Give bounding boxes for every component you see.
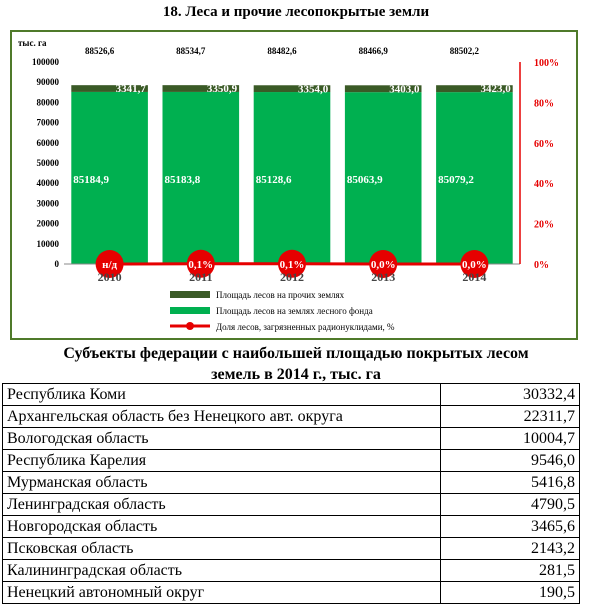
data-label-radionuclide-share: н/д — [102, 259, 118, 271]
legend-label-radionuclide: Доля лесов, загрязненных радионуклидами, % — [216, 322, 395, 332]
data-label-radionuclide-share: 0,0% — [462, 259, 487, 271]
table-subtitle-line2: земель в 2014 г., тыс. га — [211, 366, 381, 383]
region-value: 9546,0 — [441, 450, 580, 472]
data-label-forest-fund: 85079,2 — [438, 174, 474, 187]
table-row — [3, 516, 580, 538]
y-tick-label: 30000 — [36, 198, 59, 209]
y2-tick-label: 60% — [534, 138, 554, 150]
region-name: Псковская область — [3, 538, 441, 560]
legend-label-forest-fund: Площадь лесов на землях лесного фонда — [216, 306, 373, 316]
region-name: Республика Коми — [3, 384, 441, 406]
table-row — [3, 538, 580, 560]
legend-swatch-radionuclide-marker — [186, 322, 194, 330]
legend-swatch-other-lands — [170, 291, 210, 298]
x-tick-label: 2013 — [371, 270, 396, 284]
y-tick-label: 40000 — [36, 178, 59, 189]
region-value: 3465,6 — [441, 516, 580, 538]
region-value: 190,5 — [441, 582, 580, 604]
y2-tick-label: 0% — [534, 260, 549, 271]
region-value: 22311,7 — [441, 406, 580, 428]
total-label: 88534,7 — [176, 46, 206, 56]
region-name: Новгородская область — [3, 516, 441, 538]
table-subtitle-line1: Субъекты федерации с наибольшей площадью покрытых лесом — [63, 345, 529, 362]
data-label-forest-fund: 85183,8 — [164, 173, 201, 186]
y-tick-label: 50000 — [36, 158, 59, 168]
data-label-radionuclide-share: 0,0% — [370, 259, 396, 271]
y-tick-label: 0 — [54, 259, 59, 269]
region-value: 5416,8 — [441, 472, 580, 494]
legend-swatch-forest-fund — [170, 307, 210, 314]
total-label: 88502,2 — [449, 46, 480, 56]
data-label-other-lands: 3423,0 — [480, 83, 511, 96]
y-axis-unit-label: тыс. га — [18, 38, 47, 48]
region-value: 281,5 — [441, 560, 580, 582]
data-label-forest-fund: 85128,6 — [255, 174, 292, 187]
table-row — [3, 428, 580, 450]
x-tick-label: 2010 — [97, 270, 122, 284]
chart-svg — [12, 32, 576, 338]
table-row — [3, 472, 580, 494]
y-tick-label: 100000 — [32, 57, 59, 67]
y2-tick-label: 20% — [534, 219, 554, 231]
y-tick-label: 70000 — [36, 117, 59, 128]
page-title: 18. Леса и прочие лесопокрытые земли — [162, 4, 430, 20]
region-value: 4790,5 — [441, 494, 580, 516]
chart-area — [10, 30, 578, 340]
region-name: Вологодская область — [3, 428, 441, 450]
table-row — [3, 494, 580, 516]
table-row — [3, 406, 580, 428]
data-label-other-lands: 3341,7 — [115, 83, 146, 96]
region-name: Мурманская область — [3, 472, 441, 494]
data-label-radionuclide-share: 0,1% — [188, 258, 214, 271]
y-tick-label: 80000 — [36, 97, 59, 108]
total-label: 88526,6 — [84, 46, 115, 56]
y-tick-label: 90000 — [36, 77, 59, 88]
table-row — [3, 582, 580, 604]
regions-table — [2, 383, 580, 604]
y-tick-label: 20000 — [36, 218, 59, 229]
data-label-forest-fund: 85063,9 — [346, 174, 383, 187]
region-value: 30332,4 — [441, 384, 580, 406]
region-name: Ненецкий автономный округ — [3, 582, 441, 604]
region-name: Республика Карелия — [3, 450, 441, 472]
total-label: 88466,9 — [358, 46, 388, 56]
total-label: 88482,6 — [267, 46, 297, 56]
table-subtitle — [0, 343, 592, 385]
region-name: Ленинградская область — [3, 494, 441, 516]
data-label-radionuclide-share: 0,1% — [279, 258, 305, 271]
region-name: Архангельская область без Ненецкого авт. округа — [3, 406, 441, 428]
x-tick-label: 2011 — [189, 270, 213, 284]
y2-tick-label: 40% — [534, 179, 554, 191]
region-value: 2143,2 — [441, 538, 580, 560]
data-label-other-lands: 3354,0 — [298, 83, 329, 96]
data-label-other-lands: 3403,0 — [389, 83, 420, 96]
table-row — [3, 384, 580, 406]
table-row — [3, 450, 580, 472]
y-tick-label: 60000 — [36, 137, 59, 148]
region-name: Калининградская область — [3, 560, 441, 582]
x-tick-label: 2012 — [280, 270, 304, 284]
x-tick-label: 2014 — [462, 270, 487, 284]
y2-tick-label: 100% — [534, 58, 559, 69]
legend-label-other-lands: Площадь лесов на прочих землях — [216, 290, 345, 300]
y2-tick-label: 80% — [534, 98, 554, 110]
table-row — [3, 560, 580, 582]
data-label-other-lands: 3350,9 — [206, 83, 238, 96]
region-value: 10004,7 — [441, 428, 580, 450]
y-tick-label: 10000 — [36, 238, 59, 249]
data-label-forest-fund: 85184,9 — [73, 173, 110, 186]
